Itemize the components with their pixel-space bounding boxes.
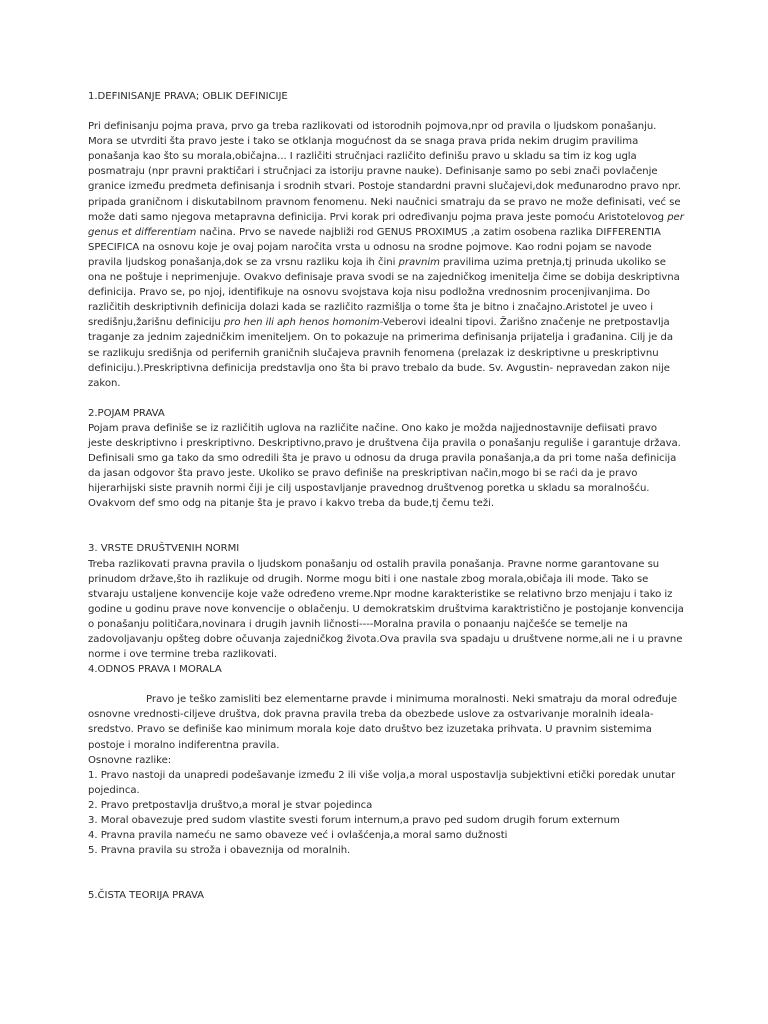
spacer — [88, 858, 684, 888]
section-4-text: Pravo je teško zamisliti bez elementarne pravde i minimuma moralnosti. Neki smatraju da moral određuje osnovne vrednosti-ciljeve društva, dok pravna pravila treba da obezbede uslove za ostvarivanje moralnih ideala-sredstvo. Pravo se definiše kao minimum morala koje dato društvo bez izuzetaka prihvata. U pravnim sistemima postoje i moralno indiferentna pravila. — [88, 694, 678, 751]
section-4-list-title: Osnovne razlike: — [88, 754, 172, 766]
section-4-heading: 4.ODNOS PRAVA I MORALA — [88, 664, 222, 676]
section-3-paragraph: Treba razlikovati pravna pravila o ljudskom ponašanju od ostalih pravila ponašanja. Pravne norme garantovane su prinudom države,što ih razlikuje od drugih. Norme mogu biti i one nastale zbog morala,običaja ili mode. Tako se stvaraju ustaljene konvencije koje važe određeno vreme.Npr modne karakteristike se relativno brzo menjaju i tako iz godine u godinu prave nove konvencije o oblačenju. U demokratskim društvima karaktristično je postojanje konvencija o ponašanju političara,novinara i drugih javnih ličnosti----Moralna pravila o ponaanju najčešće se temelje na zadovoljavanju opšteg dobre očuvanja zajedničkog života.Ova pravila sva spadaju u društvene norme,ali ne i u pravne norme i ove termine treba razlikovati. — [88, 558, 684, 661]
spacer — [88, 677, 684, 692]
section-1-italic-term: pravnim — [398, 256, 440, 268]
list-item: 3. Moral obavezuje pred sudom vlastite svesti forum internum,a pravo ped sudom drugih forum externum — [88, 815, 620, 827]
section-1-heading: 1.DEFINISANJE PRAVA; OBLIK DEFINICIJE — [88, 91, 288, 102]
spacer — [88, 391, 684, 406]
section-1-text-c: pravilima uzima pretnja,tj prinuda ukoliko se ona ne poštuje i neprimenjuje. Ovakvo definisaje prava svodi se na zajedničkog imenitelja čime se dobija deskriptivna definicija. Pravo se, po njoj, identifikuje na osnovu svojstava koja nisu podložna vrednosnim procenjivanjima. Do različitih deskriptivnih definicija dolazi kada se različito razmišlja o tome šta je bitno i značajno.Aristotel je uveo i središnju,žarišnu definiciju — [88, 256, 680, 329]
list-item: 5. Pravna pravila su stroža i obaveznija od moralnih. — [88, 845, 351, 857]
section-1-greek-term: pro hen ili aph henos homonim — [223, 317, 380, 329]
section-3-heading: 3. VRSTE DRUŠTVENIH NORMI — [88, 543, 240, 555]
section-1-paragraph — [88, 119, 684, 391]
list-item: 2. Pravo pretpostavlja društvo,a moral je stvar pojedinca — [88, 799, 373, 811]
section-1-text-b: načina. Prvo se navede najbliži rod GENUS PROXIMUS ,a zatim osobena razlika DIFFERENTIA SPECIFICA na osnovu koje je ovaj pojam naročita vrsta u odnosu na srodne pojmove. Kao rodni pojam se navode pravila ljudskog ponašanja,dok se za vrsnu razliku koja ih čini — [88, 226, 661, 268]
spacer — [88, 104, 684, 119]
section-2-heading: 2.POJAM PRAVA — [88, 407, 165, 419]
list-item: 4. Pravna pravila nameću ne samo obaveze već i ovlašćenja,a moral samo dužnosti — [88, 830, 508, 842]
document-body — [88, 89, 684, 903]
section-5-heading: 5.ČISTA TEORIJA PRAVA — [88, 890, 205, 902]
section-1-text-d: -Veberovi idealni tipovi. Žarišno značenje ne pretpostavlja traganje za jednim zajedničkim imeniteljem. On to pokazuje na primerima definisanja prijatelja i građanina. Cilj je da se razlikuju središnja od perifernih graničnih slučajeva pravnih fenomena (prelazak iz deskriptivne u preskriptivnu definiciju.).Preskriptivna definicija predstavlja ono šta bi pravo trebalo da bude. Sv. Avgustin- nepravedan zakon nije zakon. — [88, 317, 673, 389]
section-2-paragraph: Pojam prava definiše se iz različitih uglova na različite načine. Ono kako je možda najjednostavnije defiisati pravo jeste deskriptivno i preskriptivno. Deskriptivno,pravo je društvena čija pravila o ponašanju reguliše i garantuje država. Definisali smo ga tako da smo odredili šta je pravo u odnosu da druga pravila ponašanja,a da pri tome naša definicija da jasan odgovor šta pravo jeste. Ukoliko se pravo definiše na preskriptivan način,mogo bi se raći da je pravo hijerarhijski siste pravnih normi čiji je cilj uspostavljanje pravednog društvenog poretka u skladu sa moralnošću. Ovakvom def smo odg na pitanje šta je pravo i kakvo treba da bude,tj čemu teži. — [88, 422, 681, 510]
section-1-latin-term: per genus et differentiam — [88, 211, 684, 238]
section-4-paragraph — [88, 692, 684, 752]
spacer — [88, 511, 684, 541]
list-item: 1. Pravo nastoji da unapredi podešavanje između 2 ili više volja,a moral uspostavlja subjektivni etički poredak unutar pojedinca. — [88, 769, 676, 796]
section-1-text-a: Pri definisanju pojma prava, prvo ga treba razlikovati od istorodnih pojmova,npr od pravila o ljudskom ponašanju. Mora se utvrditi šta pravo jeste i tako se otklanja mogućnost da se snaga prava prida nekim drugim pravilima ponašanja kao što su morala,običajna... I različiti stručnjaci različito definišu pravo u skladu sa tim iz kog ugla posmatraju (npr pravni praktičari i stručnjaci za istoriju pravne nauke). Definisanje samo po sebi znači povlačenje granice između predmeta definisanja i srodnih stvari. Postoje standardni pravni slučajevi,dok međunarodno pravo npr. pripada graničnom i diskutabilnom pravnom fenomenu. Neki naučnici smatraju da se pravo ne može definisati, već se može dati samo njegova metapravna definicija. Prvi korak pri određivanju pojma prava jeste pomoću Aristotelovog — [88, 121, 681, 223]
section-4-indent — [88, 694, 146, 705]
